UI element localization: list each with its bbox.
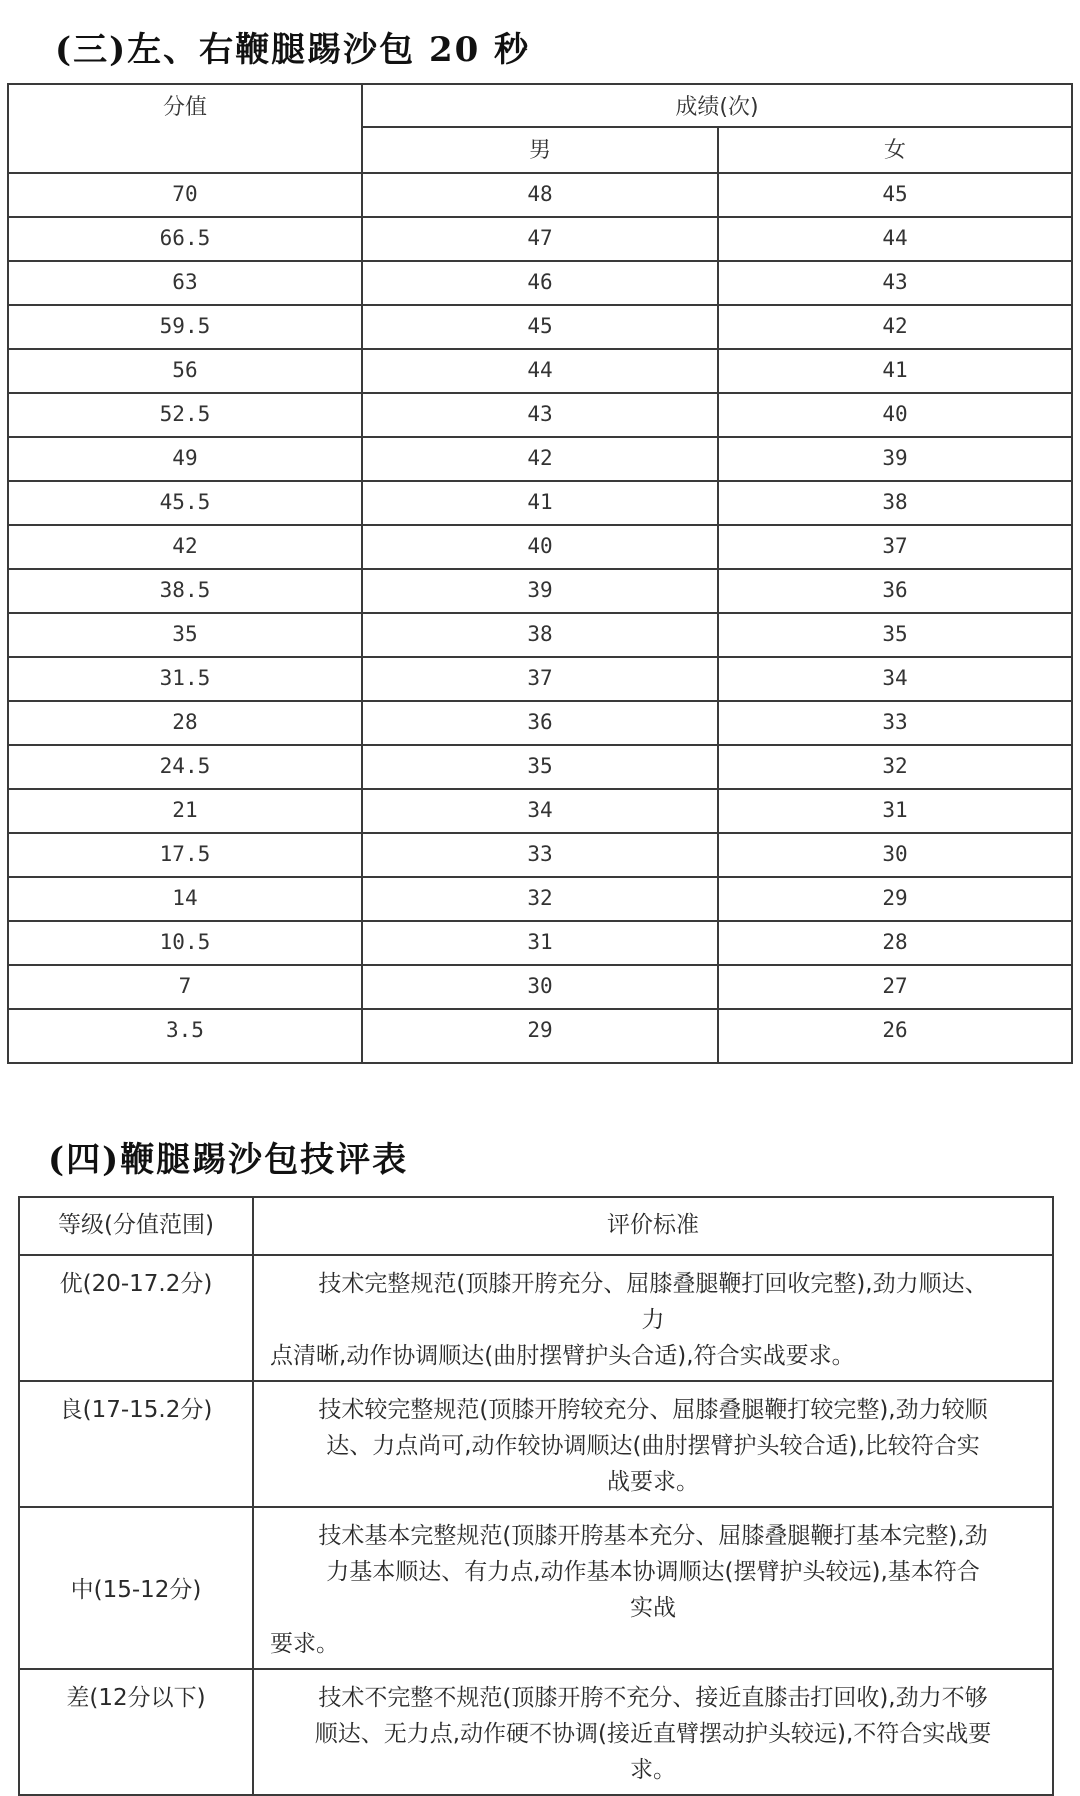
- female-cell: 36: [718, 569, 1072, 613]
- male-cell: 36: [362, 701, 718, 745]
- table-row: [8, 613, 1072, 657]
- female-cell: 44: [718, 217, 1072, 261]
- score-cell: 59.5: [8, 305, 362, 349]
- male-cell: 38: [362, 613, 718, 657]
- table-row: [8, 921, 1072, 965]
- criteria-line: 求。: [630, 1757, 676, 1783]
- criteria-line: 实战: [630, 1595, 676, 1621]
- criteria-cell: [253, 1255, 1053, 1381]
- grade-column-header: 等级(分值范围): [19, 1197, 253, 1255]
- score-cell: 38.5: [8, 569, 362, 613]
- score-cell: 35: [8, 613, 362, 657]
- rubric-table-body: [19, 1255, 1053, 1795]
- table-row: [8, 745, 1072, 789]
- section-4-title: (四)鞭腿踢沙包技评表: [48, 1140, 409, 1180]
- table-row: [8, 305, 1072, 349]
- score-table-body: [8, 173, 1072, 1063]
- criteria-line: 达、力点尚可,动作较协调顺达(曲肘摆臂护头较合适),比较符合实: [326, 1433, 980, 1459]
- criteria-line: 要求。: [270, 1631, 339, 1657]
- criteria-cell: [253, 1507, 1053, 1669]
- male-cell: 48: [362, 173, 718, 217]
- score-cell: 14: [8, 877, 362, 921]
- male-cell: 37: [362, 657, 718, 701]
- table-row: [8, 261, 1072, 305]
- criteria-column-header: 评价标准: [253, 1197, 1053, 1255]
- table-row: [19, 1669, 1053, 1795]
- female-cell: 31: [718, 789, 1072, 833]
- criteria-line: 战要求。: [607, 1469, 699, 1495]
- female-cell: 45: [718, 173, 1072, 217]
- score-cell: 17.5: [8, 833, 362, 877]
- table-row: [8, 833, 1072, 877]
- criteria-line: 顺达、无力点,动作硬不协调(接近直臂摆动护头较远),不符合实战要: [314, 1721, 992, 1747]
- female-cell: 30: [718, 833, 1072, 877]
- female-cell: 29: [718, 877, 1072, 921]
- score-cell: 70: [8, 173, 362, 217]
- score-cell: 42: [8, 525, 362, 569]
- table-row: [8, 701, 1072, 745]
- table-row: [19, 1507, 1053, 1669]
- male-cell: 41: [362, 481, 718, 525]
- male-cell: 47: [362, 217, 718, 261]
- criteria-line: 技术基本完整规范(顶膝开胯基本充分、屈膝叠腿鞭打基本完整),劲: [318, 1523, 988, 1549]
- score-cell: 28: [8, 701, 362, 745]
- criteria-line: 技术不完整不规范(顶膝开胯不充分、接近直膝击打回收),劲力不够: [318, 1685, 988, 1711]
- female-cell: 32: [718, 745, 1072, 789]
- criteria-cell: [253, 1669, 1053, 1795]
- table-row: [8, 657, 1072, 701]
- male-cell: 33: [362, 833, 718, 877]
- score-cell: 7: [8, 965, 362, 1009]
- female-cell: 43: [718, 261, 1072, 305]
- table-row: [19, 1381, 1053, 1507]
- score-cell: 10.5: [8, 921, 362, 965]
- table-row: [8, 965, 1072, 1009]
- grade-cell: 中(15-12分): [19, 1507, 253, 1669]
- male-cell: 43: [362, 393, 718, 437]
- female-cell: 41: [718, 349, 1072, 393]
- criteria-line: 技术较完整规范(顶膝开胯较充分、屈膝叠腿鞭打较完整),劲力较顺: [318, 1397, 988, 1423]
- female-cell: 35: [718, 613, 1072, 657]
- table-row: [19, 1255, 1053, 1381]
- criteria-line: 点清晰,动作协调顺达(曲肘摆臂护头合适),符合实战要求。: [270, 1343, 855, 1369]
- female-cell: 28: [718, 921, 1072, 965]
- male-cell: 45: [362, 305, 718, 349]
- score-cell: 24.5: [8, 745, 362, 789]
- score-cell: 66.5: [8, 217, 362, 261]
- male-cell: 30: [362, 965, 718, 1009]
- table-row: [8, 569, 1072, 613]
- male-cell: 39: [362, 569, 718, 613]
- table-row: [8, 437, 1072, 481]
- female-cell: 33: [718, 701, 1072, 745]
- male-cell: 44: [362, 349, 718, 393]
- score-cell: 56: [8, 349, 362, 393]
- score-cell: 3.5: [8, 1009, 362, 1063]
- female-cell: 40: [718, 393, 1072, 437]
- score-column-header: 分值: [8, 84, 362, 173]
- table-row: [8, 789, 1072, 833]
- table-row: [8, 349, 1072, 393]
- table-row: [8, 217, 1072, 261]
- criteria-line: 技术完整规范(顶膝开胯充分、屈膝叠腿鞭打回收完整),劲力顺达、: [318, 1271, 988, 1297]
- male-cell: 31: [362, 921, 718, 965]
- female-cell: 26: [718, 1009, 1072, 1063]
- rubric-table: [18, 1196, 1054, 1796]
- grade-cell: 良(17-15.2分): [19, 1381, 253, 1507]
- female-cell: 38: [718, 481, 1072, 525]
- female-cell: 27: [718, 965, 1072, 1009]
- grade-cell: 差(12分以下): [19, 1669, 253, 1795]
- table-row: [8, 481, 1072, 525]
- table-row: [8, 173, 1072, 217]
- male-cell: 29: [362, 1009, 718, 1063]
- criteria-line: 力: [641, 1307, 665, 1333]
- male-cell: 35: [362, 745, 718, 789]
- female-cell: 42: [718, 305, 1072, 349]
- grade-cell: 优(20-17.2分): [19, 1255, 253, 1381]
- male-cell: 32: [362, 877, 718, 921]
- male-cell: 46: [362, 261, 718, 305]
- male-cell: 42: [362, 437, 718, 481]
- score-cell: 31.5: [8, 657, 362, 701]
- female-cell: 39: [718, 437, 1072, 481]
- male-column-header: 男: [362, 127, 718, 173]
- criteria-cell: [253, 1381, 1053, 1507]
- score-cell: 49: [8, 437, 362, 481]
- score-cell: 63: [8, 261, 362, 305]
- female-cell: 37: [718, 525, 1072, 569]
- female-column-header: 女: [718, 127, 1072, 173]
- score-cell: 45.5: [8, 481, 362, 525]
- male-cell: 34: [362, 789, 718, 833]
- score-cell: 21: [8, 789, 362, 833]
- female-cell: 34: [718, 657, 1072, 701]
- criteria-line: 力基本顺达、有力点,动作基本协调顺达(摆臂护头较远),基本符合: [326, 1559, 980, 1585]
- score-cell: 52.5: [8, 393, 362, 437]
- table-row: [8, 393, 1072, 437]
- table-row: [8, 1009, 1072, 1063]
- section-3-title: (三)左、右鞭腿踢沙包 20 秒: [55, 30, 531, 70]
- table-row: [8, 525, 1072, 569]
- result-column-header: 成绩(次): [362, 84, 1072, 127]
- table-row: [8, 877, 1072, 921]
- male-cell: 40: [362, 525, 718, 569]
- score-table: [7, 83, 1073, 1064]
